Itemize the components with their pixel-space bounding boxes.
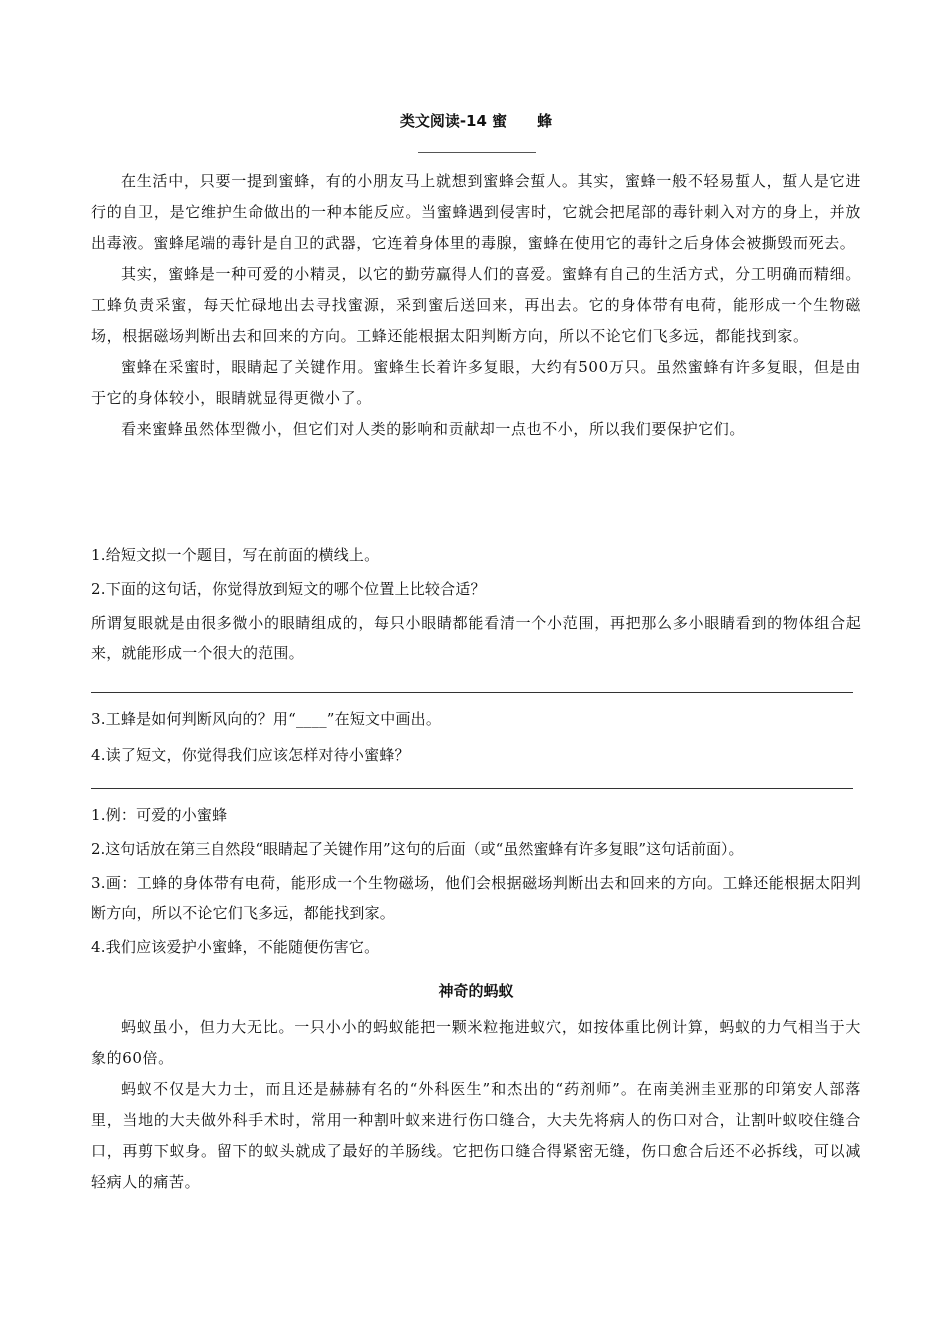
- essay-bees: [91, 166, 861, 445]
- document-title: 类文阅读-14 蜜 蜂: [399, 112, 553, 130]
- question-3: 3.工蜂是如何判断风向的？用“____”在短文中画出。: [91, 710, 442, 728]
- title-underline: [418, 152, 536, 153]
- question-1: 1.给短文拟一个题目，写在前面的横线上。: [91, 546, 380, 564]
- questions-section-2: [91, 704, 861, 770]
- essay-paragraph: 在生活中，只要一提到蜜蜂，有的小朋友马上就想到蜜蜂会蜇人。其实，蜜蜂一般不轻易蜇人，蜇人是它进行的自卫，是它维护生命做出的一种本能反应。当蜜蜂遇到侵害时，它就会把尾部的毒针刺入对方的身上，并放出毒液。蜜蜂尾端的毒针是自卫的武器，它连着身体里的毒腺，蜜蜂在使用它的毒针之后身体会被撕毁而死去。: [91, 172, 861, 252]
- essay2-paragraph: 蚂蚁虽小，但力大无比。一只小小的蚂蚁能把一颗米粒拖进蚁穴，如按体重比例计算，蚂蚁的力气相当于大象的60倍。: [91, 1018, 861, 1067]
- essay-paragraph: 看来蜜蜂虽然体型微小，但它们对人类的影响和贡献却一点也不小，所以我们要保护它们。: [121, 420, 746, 438]
- answer-blank-line[interactable]: [91, 692, 853, 693]
- answer-1: 1.例：可爱的小蜜蜂: [91, 806, 228, 824]
- answer-2: 2.这句话放在第三自然段“眼睛起了关键作用”这句的后面（或“虽然蜜蜂有许多复眼”这句话前面）。: [91, 840, 744, 858]
- essay2-title: 神奇的蚂蚁: [438, 982, 514, 1000]
- essay2-paragraph: 蚂蚁不仅是大力士，而且还是赫赫有名的“外科医生”和杰出的“药剂师”。在南美洲圭亚那的印第安人部落里，当地的大夫做外科手术时，常用一种割叶蚁来进行伤口缝合，大夫先将病人的伤口对合，让割叶蚁咬住缝合口，再剪下蚁身。留下的蚁头就成了最好的羊肠线。它把伤口缝合得紧密无缝，伤口愈合后还不必拆线，可以减轻病人的痛苦。: [91, 1080, 861, 1191]
- questions-section: [91, 540, 861, 668]
- answer-4: 4.我们应该爱护小蜜蜂，不能随便伤害它。: [91, 938, 380, 956]
- answers-section: [91, 800, 861, 962]
- answer-3: 3.画：工蜂的身体带有电荷，能形成一个生物磁场，他们会根据磁场判断出去和回来的方向。工蜂还能根据太阳判断方向，所以不论它们飞多远，都能找到家。: [91, 874, 861, 922]
- question-4: 4.读了短文，你觉得我们应该怎样对待小蜜蜂？: [91, 746, 410, 764]
- question-2: 2.下面的这句话，你觉得放到短文的哪个位置上比较合适？: [91, 580, 486, 598]
- question-2-sentence: 所谓复眼就是由很多微小的眼睛组成的，每只小眼睛都能看清一个小范围，再把那么多小眼睛看到的物体组合起来，就能形成一个很大的范围。: [91, 614, 861, 662]
- essay-paragraph: 蜜蜂在采蜜时，眼睛起了关键作用。蜜蜂生长着许多复眼，大约有500万只。虽然蜜蜂有许多复眼，但是由于它的身体较小，眼睛就显得更微小了。: [91, 358, 861, 407]
- essay-paragraph: 其实，蜜蜂是一种可爱的小精灵，以它的勤劳赢得人们的喜爱。蜜蜂有自己的生活方式，分工明确而精细。工蜂负责采蜜，每天忙碌地出去寻找蜜源，采到蜜后送回来，再出去。它的身体带有电荷，能形成一个生物磁场，根据磁场判断出去和回来的方向。工蜂还能根据太阳判断方向，所以不论它们飞多远，都能找到家。: [91, 265, 861, 345]
- essay-ants: [91, 1012, 861, 1198]
- answer-blank-line[interactable]: [91, 788, 853, 789]
